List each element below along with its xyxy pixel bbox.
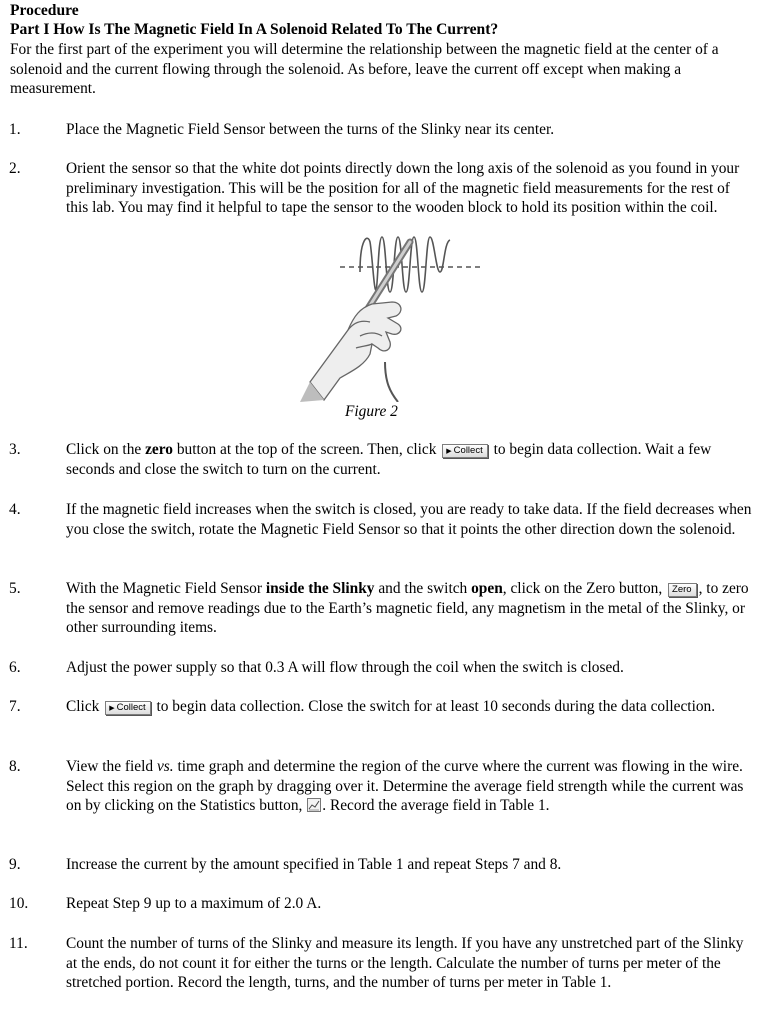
play-triangle-icon: ▶	[109, 705, 115, 712]
step-text: View the field vs. time graph and determine the region of the curve where the current was flowing in the wire. Select this region on the graph by dragging over it. Determine the average field strength while the current was on by clicking on the Statistics button, . Record the average field in Table 1.	[66, 758, 744, 814]
figure-caption: Figure 2	[345, 403, 398, 420]
figure-2-illustration	[290, 232, 490, 402]
zero-button[interactable]: Zero	[668, 583, 697, 597]
play-triangle-icon: ▶	[446, 448, 452, 455]
step-number: 11.	[9, 935, 28, 952]
statistics-icon[interactable]	[307, 798, 321, 812]
step-number: 7.	[9, 698, 21, 715]
step-text: Click on the zero button at the top of the screen. Then, click ▶ Collect to begin data collection. Wait a few seconds and close the switch to turn on the current.	[66, 441, 712, 478]
step-text: With the Magnetic Field Sensor inside the Slinky and the switch open, click on the Zero button, Zero , to zero the sensor and remove readings due to the Earth’s magnetic field, any magnetism in the metal of the Slinky, or other surrounding items.	[66, 580, 749, 636]
step-number: 3.	[9, 441, 21, 458]
step-text: If the magnetic field increases when the switch is closed, you are ready to take data. If the field decreases when you close the switch, rotate the Magnetic Field Sensor so that it points the other direction down the solenoid.	[66, 501, 752, 538]
step-text: Repeat Step 9 up to a maximum of 2.0 A.	[66, 895, 322, 912]
step-text: Count the number of turns of the Slinky and measure its length. If you have any unstretched part of the Slinky at the ends, do not count it for either the turns or the length. Calculate the number of turns per meter of the stretched portion. Record the length, turns, and the number of turns per meter in Table 1.	[66, 935, 744, 991]
step-number: 10.	[9, 895, 29, 912]
step-text: Adjust the power supply so that 0.3 A will flow through the coil when the switch is closed.	[66, 659, 624, 676]
step-text: Orient the sensor so that the white dot points directly down the long axis of the solenoid as you found in your preliminary investigation. This will be the position for all of the magnetic field measurements for the rest of this lab. You may find it helpful to tape the sensor to the wooden block to hold its position within the coil.	[66, 160, 740, 216]
step-number: 5.	[9, 580, 21, 597]
step-text: Click ▶ Collect to begin data collection. Close the switch for at least 10 seconds during the data collection.	[66, 698, 716, 715]
intro-paragraph: For the first part of the experiment you will determine the relationship between the magnetic field at the center of a solenoid and the current flowing through the solenoid. As before, leave the current off except when making a measurement.	[10, 41, 719, 97]
collect-button[interactable]: ▶ Collect	[105, 701, 150, 715]
sensor-cable	[385, 362, 398, 402]
step-number: 1.	[9, 121, 21, 138]
step-number: 9.	[9, 856, 21, 873]
part-title: Part I How Is The Magnetic Field In A Solenoid Related To The Current?	[10, 21, 499, 38]
collect-button[interactable]: ▶ Collect	[442, 444, 487, 458]
step-number: 4.	[9, 501, 21, 518]
zero-bold-word: zero	[145, 441, 174, 458]
step-number: 8.	[9, 758, 21, 775]
step-number: 6.	[9, 659, 21, 676]
step-text: Place the Magnetic Field Sensor between the turns of the Slinky near its center.	[66, 121, 555, 138]
procedure-heading: Procedure	[10, 2, 79, 19]
step-text: Increase the current by the amount specified in Table 1 and repeat Steps 7 and 8.	[66, 856, 562, 873]
step-number: 2.	[9, 160, 21, 177]
